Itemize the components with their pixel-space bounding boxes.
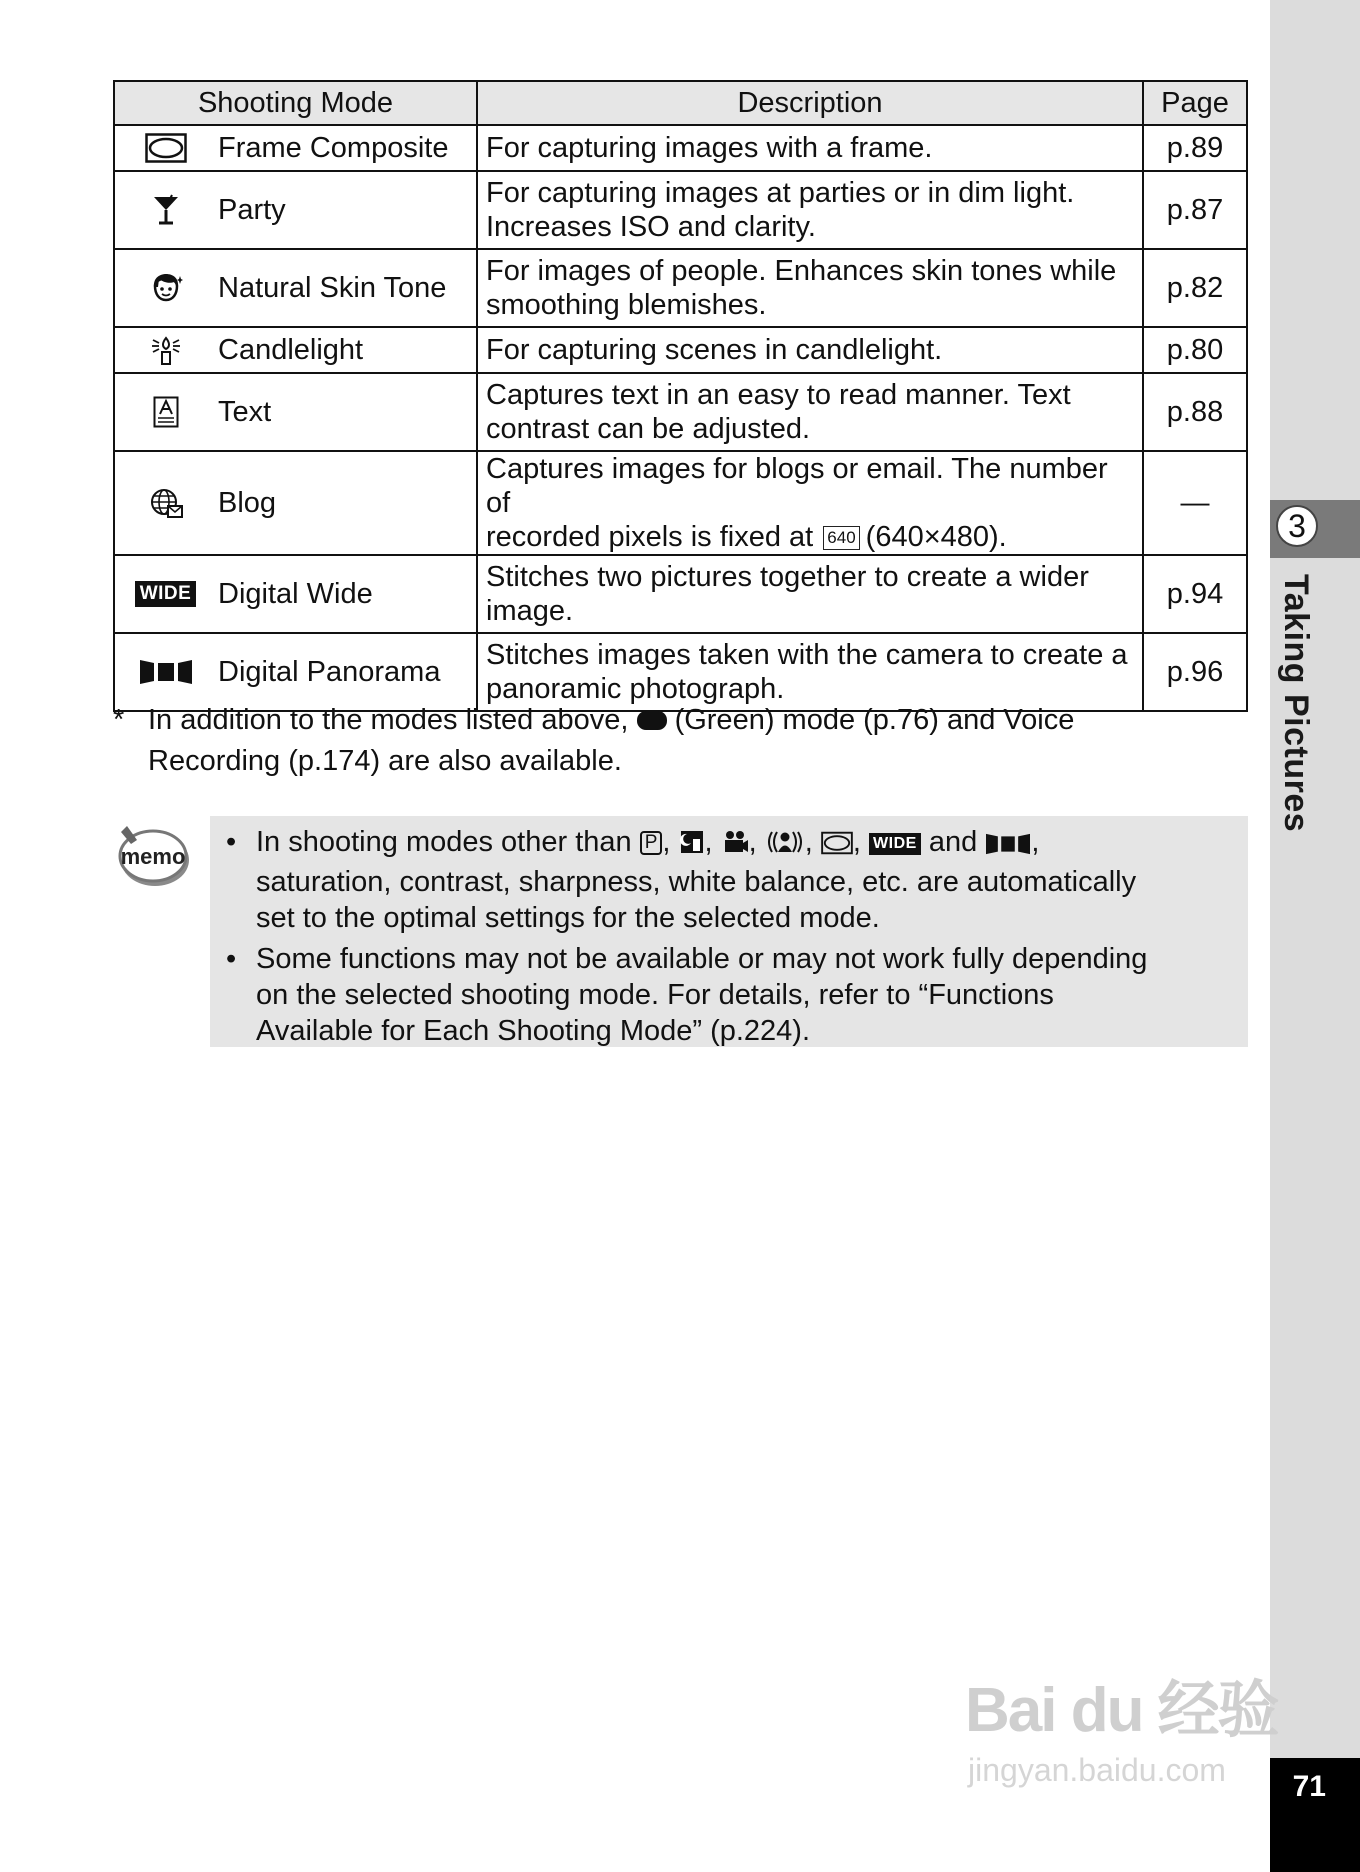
footnote: * In addition to the modes listed above, (Green) mode (p.76) and Voice Recording (p.174) are also available. <box>113 700 1253 782</box>
memo-item: • In shooting modes other than P , , , , , WIDE and , saturation, contrast, sharpness, white balance, etc. are automatically set to the optimal settings for the selected mode. <box>226 826 1137 934</box>
blog-icon <box>123 487 208 519</box>
description-cell: For images of people. Enhances skin tones while smoothing blemishes. <box>477 249 1143 327</box>
mode-name: Blog <box>218 487 277 519</box>
green-mode-icon <box>637 711 667 730</box>
description-cell: Captures text in an easy to read manner. Text contrast can be adjusted. <box>477 373 1143 451</box>
page-number: 71 <box>1292 1770 1326 1803</box>
resolution-640-icon: 640 <box>823 526 859 550</box>
shake-reduction-icon <box>765 828 805 864</box>
table-row <box>114 249 1247 327</box>
text-mode-icon <box>123 396 208 428</box>
memo-icon <box>113 824 193 895</box>
mode-name: Digital Wide <box>218 578 373 610</box>
night-scene-icon <box>679 828 705 864</box>
candlelight-icon <box>123 334 208 366</box>
party-icon <box>123 194 208 226</box>
page-cell: p.94 <box>1143 555 1247 633</box>
svg-text:memo: memo <box>120 844 186 869</box>
page-cell: p.80 <box>1143 327 1247 373</box>
mode-cell <box>114 327 477 373</box>
frame-composite-icon <box>821 828 853 864</box>
page-cell: p.87 <box>1143 171 1247 249</box>
natural-skin-tone-icon <box>123 272 208 304</box>
mode-name: Natural Skin Tone <box>218 272 447 304</box>
memo-item: • Some functions may not be available or may not work fully depending on the selected shooting mode. For details, refer to “Functions Available for Each Shooting Mode” (p.224). <box>226 943 1148 1047</box>
mode-cell <box>114 451 477 555</box>
mode-name: Text <box>218 396 272 428</box>
digital-panorama-icon <box>985 828 1031 864</box>
page-cell: — <box>1143 451 1247 555</box>
table-row <box>114 327 1247 373</box>
frame-composite-icon <box>123 133 208 163</box>
page-cell: p.89 <box>1143 125 1247 171</box>
digital-wide-icon: WIDE <box>869 833 921 855</box>
chapter-number: 3 <box>1276 505 1318 547</box>
mode-name: Digital Panorama <box>218 656 441 688</box>
baidu-watermark-url: jingyan.baidu.com <box>968 1752 1226 1788</box>
table-row <box>114 373 1247 451</box>
mode-cell <box>114 249 477 327</box>
mode-name: Frame Composite <box>218 132 449 164</box>
description-cell: Stitches two pictures together to create a wider image. <box>477 555 1143 633</box>
mode-cell <box>114 171 477 249</box>
movie-icon <box>721 828 749 864</box>
digital-panorama-icon <box>123 659 208 685</box>
table-row <box>114 125 1247 171</box>
page-cell: p.96 <box>1143 633 1247 711</box>
mode-name: Candlelight <box>218 334 364 366</box>
description-cell: Stitches images taken with the camera to create a panoramic photograph. <box>477 633 1143 711</box>
header-shooting-mode: Shooting Mode <box>114 81 477 125</box>
mode-cell <box>114 125 477 171</box>
description-cell: Captures images for blogs or email. The number of recorded pixels is fixed at 640 (640×480). <box>477 451 1143 555</box>
mode-name: Party <box>218 194 286 226</box>
table-row <box>114 451 1247 555</box>
mode-cell <box>114 555 477 633</box>
program-mode-icon: P <box>640 831 663 855</box>
table-row <box>114 555 1247 633</box>
table-header-row <box>114 81 1247 125</box>
description-cell: For capturing images at parties or in dim light. Increases ISO and clarity. <box>477 171 1143 249</box>
shooting-mode-table <box>113 80 1248 712</box>
chapter-title: Taking Pictures <box>1277 574 1315 833</box>
baidu-watermark: Bai du 经验 <box>965 1676 1278 1745</box>
digital-wide-icon: WIDE <box>123 581 208 607</box>
memo-box <box>210 816 1248 1047</box>
side-band <box>1270 0 1360 1872</box>
table-row <box>114 171 1247 249</box>
description-cell: For capturing scenes in candlelight. <box>477 327 1143 373</box>
mode-cell <box>114 373 477 451</box>
header-page: Page <box>1143 81 1247 125</box>
page-cell: p.88 <box>1143 373 1247 451</box>
page-cell: p.82 <box>1143 249 1247 327</box>
description-cell: For capturing images with a frame. <box>477 125 1143 171</box>
header-description: Description <box>477 81 1143 125</box>
footnote-star: * <box>113 704 125 736</box>
